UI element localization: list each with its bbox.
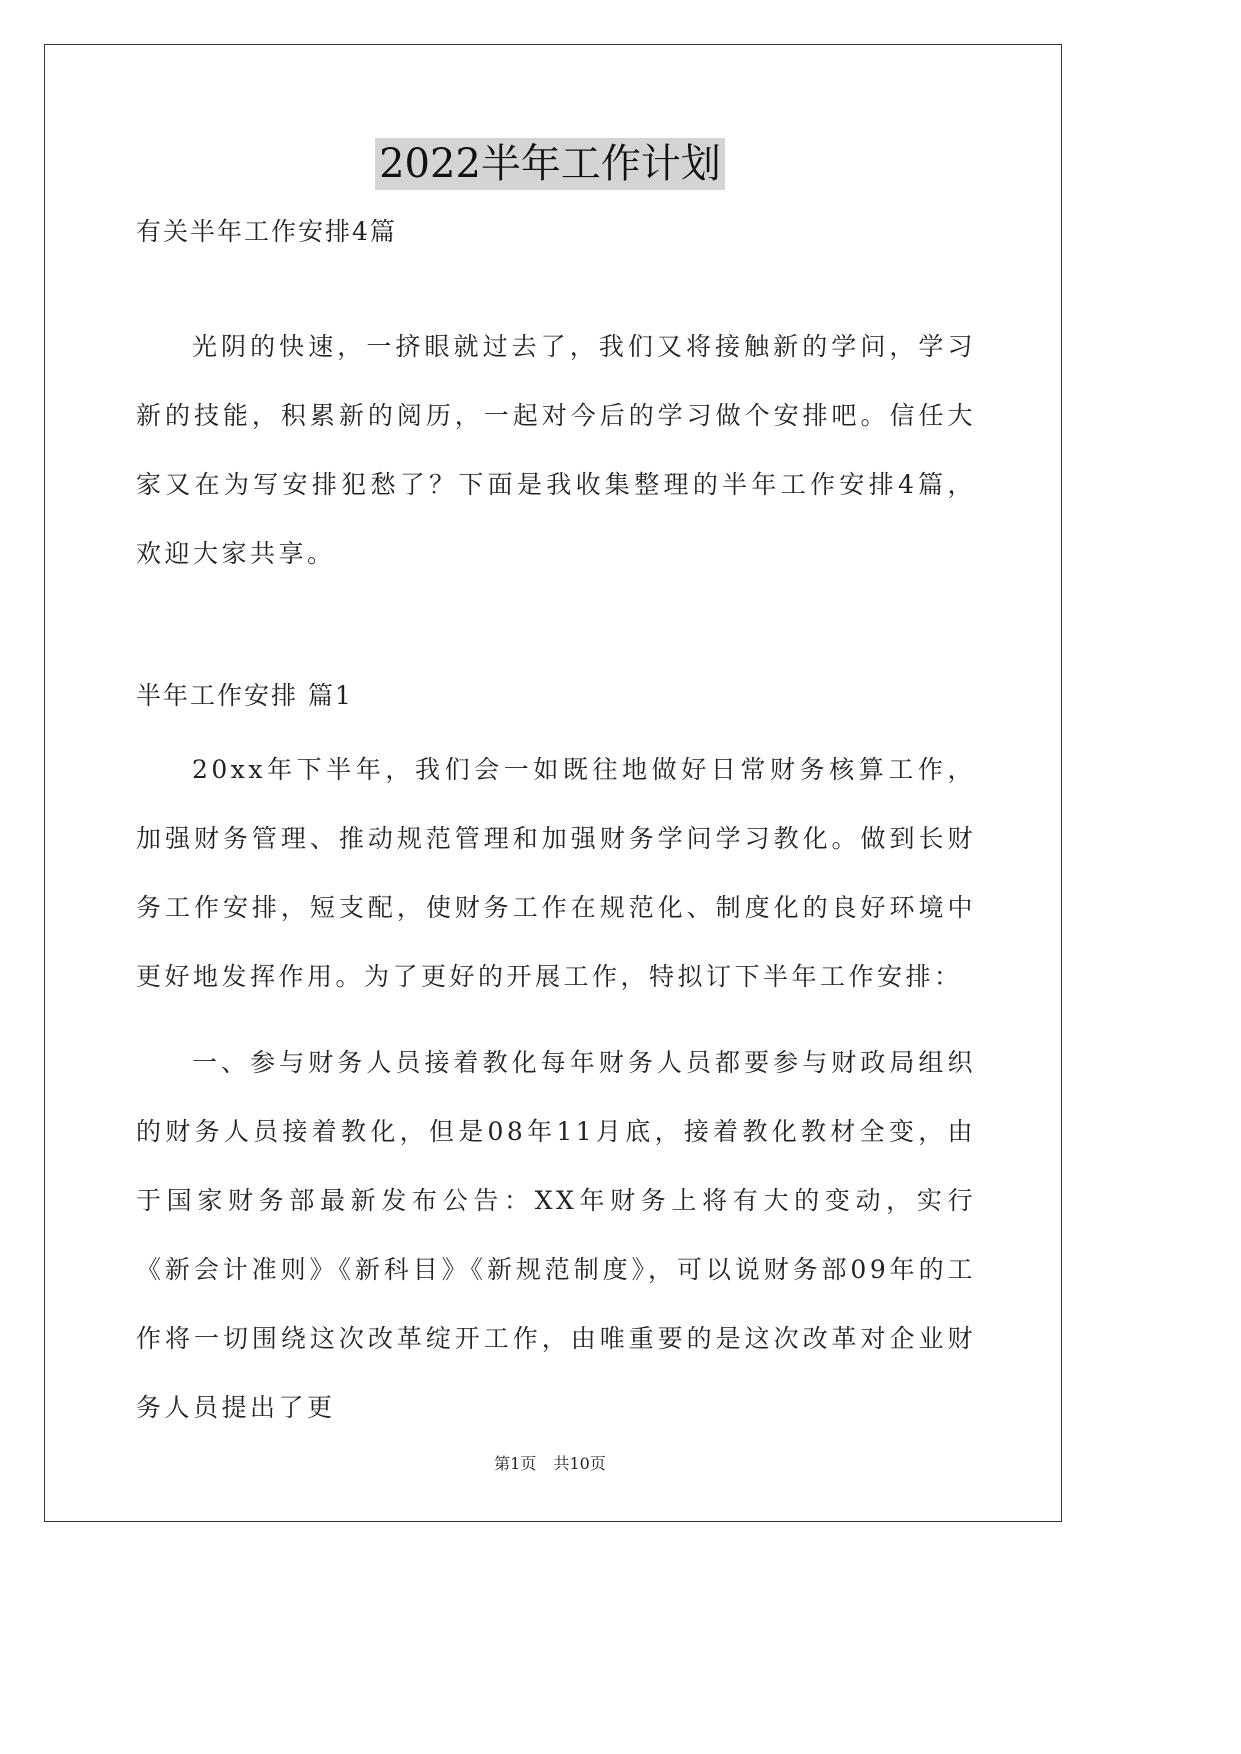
page-total-label: 共10页 <box>553 1454 606 1473</box>
body-paragraph-1: 20xx年下半年，我们会一如既往地做好日常财务核算工作，加强财务管理、推动规范管理和加强财务学问学习教化。做到长财务工作安排，短支配，使财务工作在规范化、制度化的良好环境中更好地发挥作用。为了更好的开展工作，特拟订下半年工作安排： <box>136 755 976 991</box>
title-container <box>0 138 1100 190</box>
intro-paragraph: 光阴的快速，一挤眼就过去了，我们又将接触新的学问，学习新的技能，积累新的阅历，一起对今后的学习做个安排吧。信任大家又在为写安排犯愁了？下面是我收集整理的半年工作安排4篇，欢迎大家共享。 <box>136 332 976 568</box>
section-heading: 半年工作安排 篇1 <box>136 681 353 710</box>
page-current-label: 第1页 <box>494 1454 537 1473</box>
page-footer <box>0 1453 1100 1475</box>
document-subtitle: 有关半年工作安排4篇 <box>136 217 397 246</box>
document-title: 2022半年工作计划 <box>375 138 725 190</box>
body-paragraph-2: 一、参与财务人员接着教化每年财务人员都要参与财政局组织的财务人员接着教化，但是08年11月底，接着教化教材全变，由于国家财务部最新发布公告：XX年财务上将有大的变动，实行《新会计准则》《新科目》《新规范制度》，可以说财务部09年的工作将一切围绕这次改革绽开工作，由唯重要的是这次改革对企业财务人员提出了更 <box>136 1048 976 1422</box>
